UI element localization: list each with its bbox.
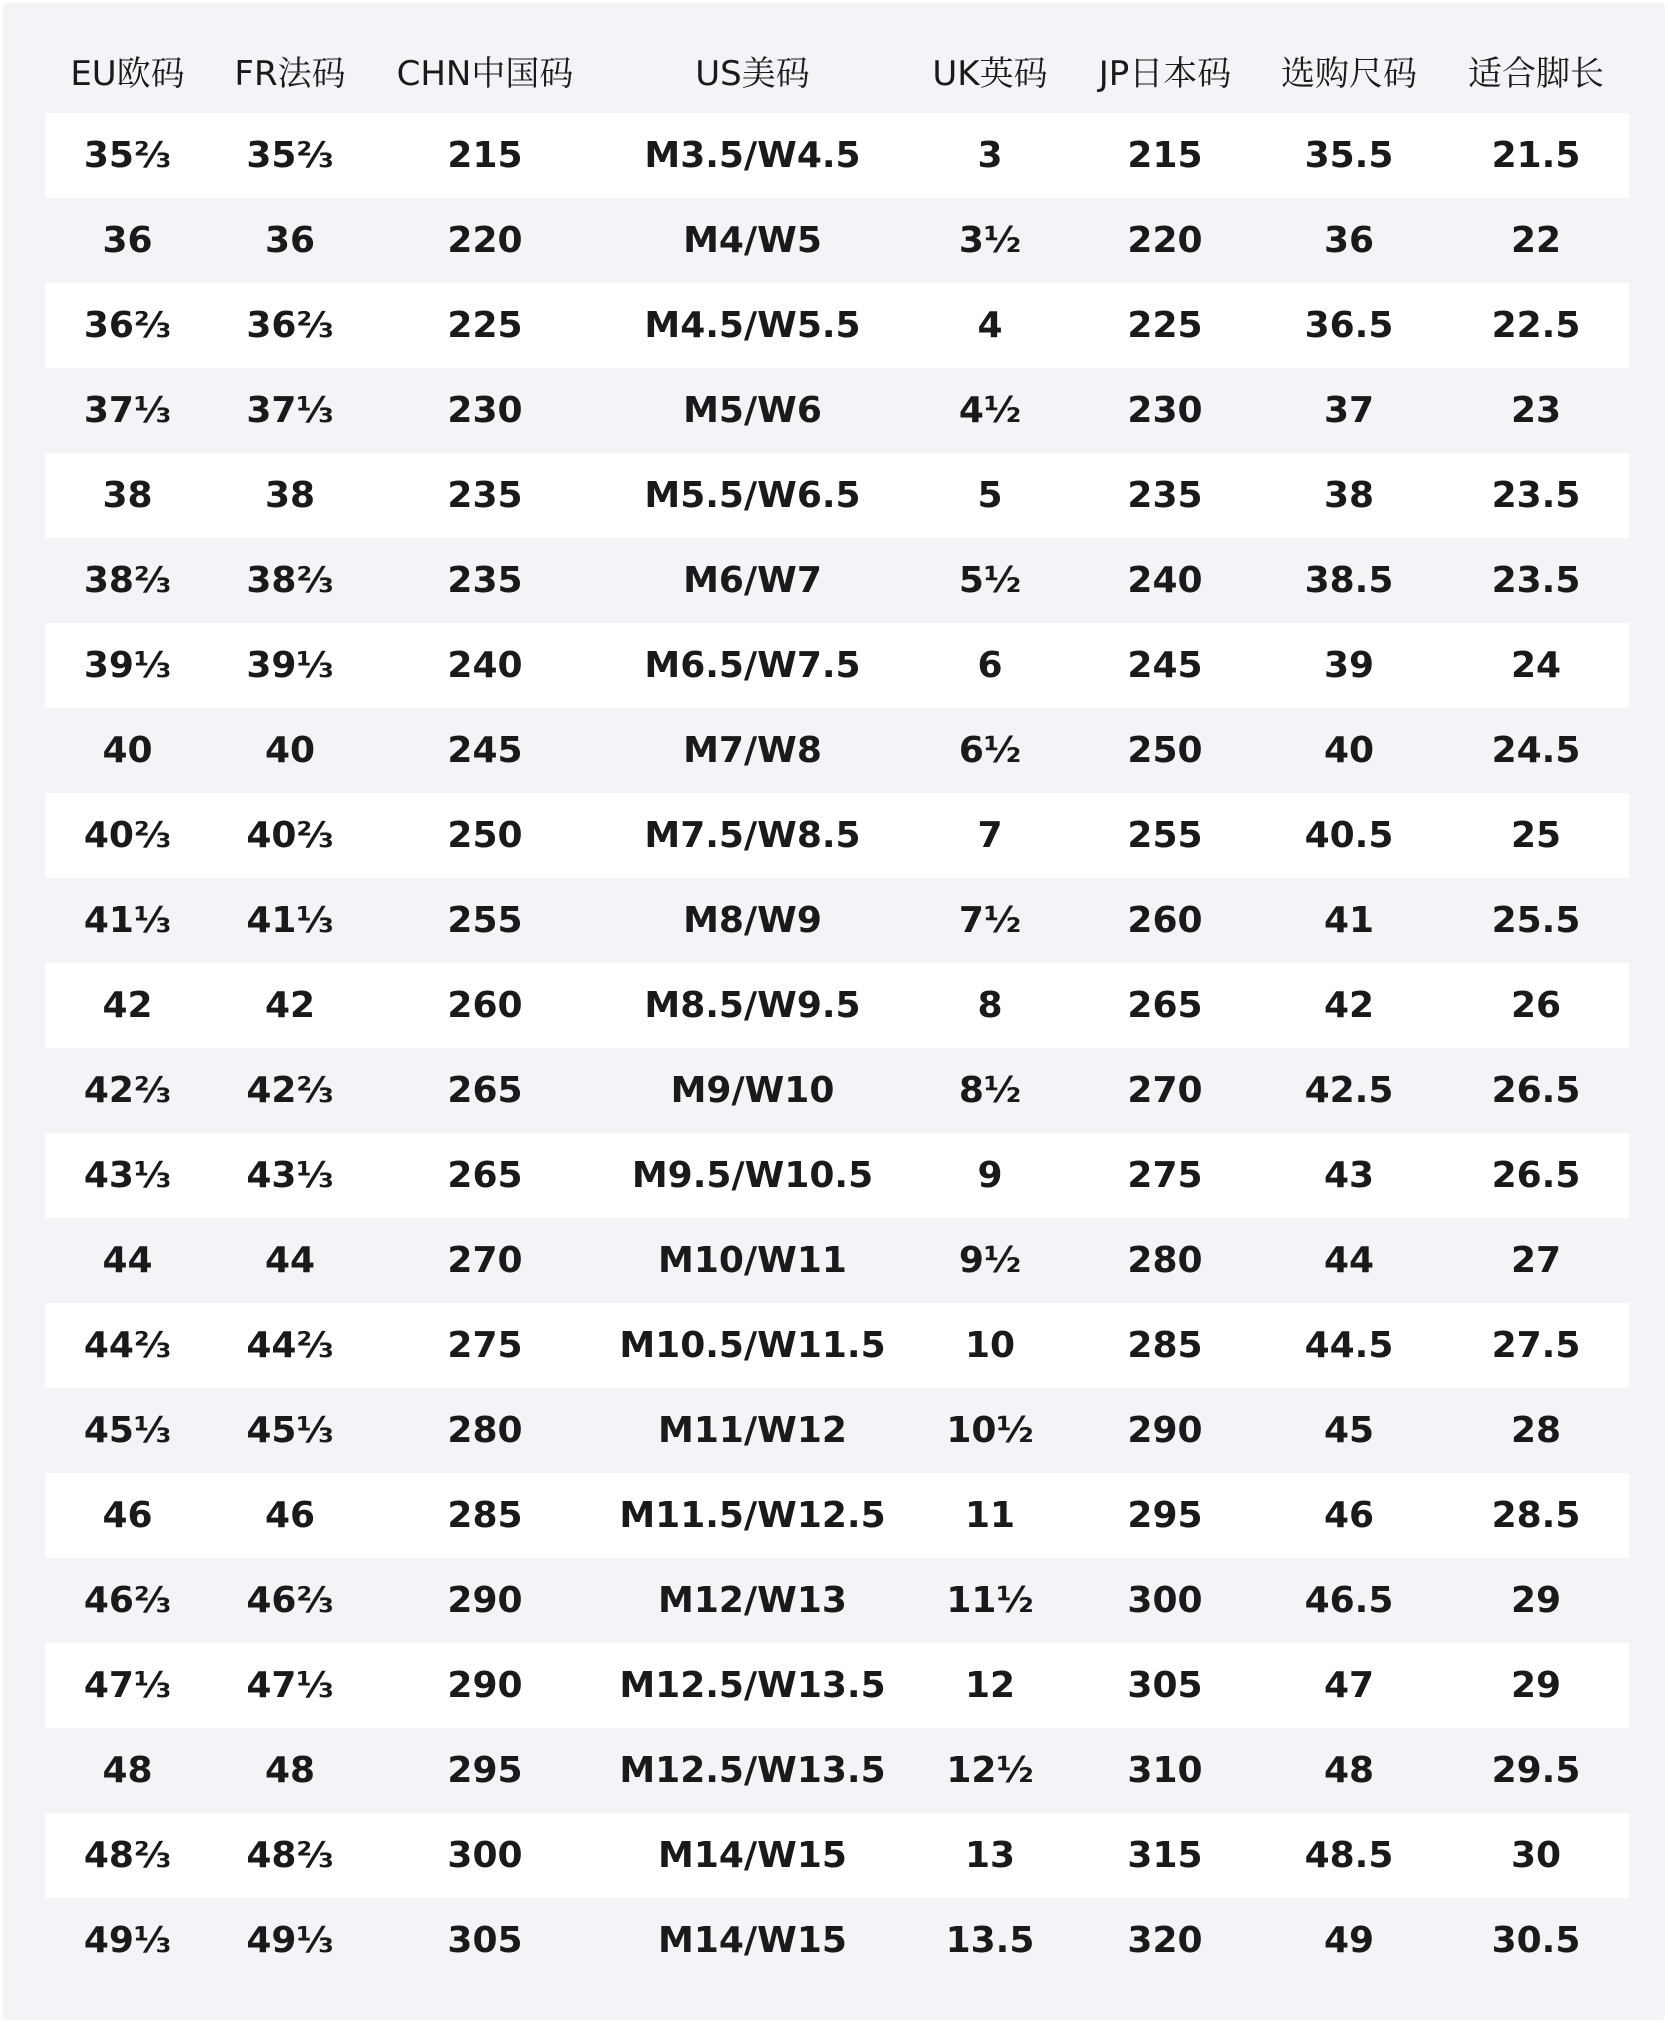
- fr-size-cell: 36⅔: [246, 305, 334, 346]
- size-chart-panel: [3, 3, 1665, 2020]
- uk-size-cell: 3½: [958, 220, 1022, 261]
- eu-size-cell: 43⅓: [83, 1155, 172, 1196]
- purchase-size-cell: 46: [1323, 1495, 1375, 1536]
- fr-size-cell: 45⅓: [246, 1410, 334, 1451]
- foot-length-cell: 25.5: [1491, 900, 1581, 941]
- eu-size-cell: 40⅔: [83, 815, 172, 856]
- header-jp-size: JP日本码: [1098, 54, 1232, 94]
- table-row: [45, 198, 1629, 283]
- foot-length-cell: 28: [1510, 1410, 1562, 1451]
- jp-size-cell: 230: [1127, 390, 1203, 431]
- us-size-cell: M7/W8: [683, 730, 822, 771]
- header-eu-size: EU欧码: [70, 54, 185, 94]
- fr-size-cell: 38: [264, 475, 316, 516]
- foot-length-cell: 27: [1510, 1240, 1562, 1281]
- purchase-size-cell: 38: [1323, 475, 1375, 516]
- eu-size-cell: 48: [102, 1750, 153, 1791]
- jp-size-cell: 240: [1127, 560, 1203, 601]
- table-row: [45, 963, 1629, 1048]
- fr-size-cell: 36: [264, 220, 316, 261]
- jp-size-cell: 285: [1127, 1325, 1203, 1366]
- eu-size-cell: 38⅔: [83, 560, 172, 601]
- chn-size-cell: 260: [447, 985, 523, 1026]
- purchase-size-cell: 41: [1323, 900, 1375, 941]
- fr-size-cell: 46: [264, 1495, 316, 1536]
- foot-length-cell: 28.5: [1491, 1495, 1581, 1536]
- us-size-cell: M7.5/W8.5: [644, 815, 861, 856]
- chn-size-cell: 295: [447, 1750, 523, 1791]
- purchase-size-cell: 44: [1323, 1240, 1375, 1281]
- eu-size-cell: 49⅓: [83, 1920, 172, 1961]
- header-purchase-size: 选购尺码: [1281, 54, 1417, 94]
- us-size-cell: M14/W15: [658, 1835, 847, 1876]
- uk-size-cell: 8½: [958, 1070, 1022, 1111]
- chn-size-cell: 220: [447, 220, 523, 261]
- table-row: [45, 708, 1629, 793]
- uk-size-cell: 12½: [946, 1750, 1034, 1791]
- chn-size-cell: 300: [447, 1835, 523, 1876]
- us-size-cell: M6/W7: [683, 560, 822, 601]
- fr-size-cell: 48⅔: [246, 1835, 334, 1876]
- table-row: [45, 453, 1629, 538]
- uk-size-cell: 4: [977, 305, 1003, 346]
- purchase-size-cell: 36: [1323, 220, 1375, 261]
- eu-size-cell: 44⅔: [83, 1325, 172, 1366]
- chn-size-cell: 290: [447, 1580, 523, 1621]
- jp-size-cell: 225: [1127, 305, 1203, 346]
- jp-size-cell: 265: [1127, 985, 1203, 1026]
- chn-size-cell: 275: [447, 1325, 523, 1366]
- chn-size-cell: 255: [447, 900, 523, 941]
- table-row: [45, 1643, 1629, 1728]
- purchase-size-cell: 46.5: [1304, 1580, 1394, 1621]
- size-chart-table: [45, 28, 1629, 1983]
- uk-size-cell: 3: [977, 135, 1003, 176]
- eu-size-cell: 41⅓: [83, 900, 172, 941]
- table-row: [45, 1898, 1629, 1983]
- foot-length-cell: 29.5: [1491, 1750, 1581, 1791]
- jp-size-cell: 320: [1127, 1920, 1203, 1961]
- eu-size-cell: 44: [102, 1240, 153, 1281]
- purchase-size-cell: 47: [1323, 1665, 1375, 1706]
- fr-size-cell: 48: [264, 1750, 316, 1791]
- chn-size-cell: 215: [447, 135, 523, 176]
- chn-size-cell: 225: [447, 305, 523, 346]
- table-row: [45, 1558, 1629, 1643]
- table-row: [45, 623, 1629, 708]
- jp-size-cell: 260: [1127, 900, 1203, 941]
- table-row: [45, 1048, 1629, 1133]
- eu-size-cell: 42: [102, 985, 153, 1026]
- foot-length-cell: 24: [1510, 645, 1562, 686]
- us-size-cell: M10/W11: [658, 1240, 847, 1281]
- uk-size-cell: 6½: [958, 730, 1022, 771]
- fr-size-cell: 43⅓: [246, 1155, 334, 1196]
- eu-size-cell: 46⅔: [83, 1580, 172, 1621]
- table-row: [45, 1388, 1629, 1473]
- purchase-size-cell: 40.5: [1304, 815, 1394, 856]
- foot-length-cell: 26.5: [1491, 1070, 1581, 1111]
- eu-size-cell: 46: [102, 1495, 153, 1536]
- table-row: [45, 1303, 1629, 1388]
- table-row: [45, 1473, 1629, 1558]
- uk-size-cell: 11½: [946, 1580, 1034, 1621]
- chn-size-cell: 305: [447, 1920, 523, 1961]
- table-row: [45, 793, 1629, 878]
- fr-size-cell: 38⅔: [246, 560, 334, 601]
- purchase-size-cell: 48: [1323, 1750, 1375, 1791]
- table-body: [45, 113, 1629, 1983]
- foot-length-cell: 22: [1510, 220, 1562, 261]
- chn-size-cell: 250: [447, 815, 523, 856]
- table-row: [45, 538, 1629, 623]
- fr-size-cell: 39⅓: [246, 645, 334, 686]
- foot-length-cell: 26.5: [1491, 1155, 1581, 1196]
- chn-size-cell: 245: [447, 730, 523, 771]
- chn-size-cell: 285: [447, 1495, 523, 1536]
- purchase-size-cell: 48.5: [1304, 1835, 1394, 1876]
- jp-size-cell: 300: [1127, 1580, 1203, 1621]
- chn-size-cell: 270: [447, 1240, 523, 1281]
- eu-size-cell: 39⅓: [83, 645, 172, 686]
- uk-size-cell: 13: [964, 1835, 1016, 1876]
- header-foot-length: 适合脚长: [1468, 54, 1604, 94]
- uk-size-cell: 5½: [958, 560, 1022, 601]
- us-size-cell: M3.5/W4.5: [644, 135, 861, 176]
- uk-size-cell: 5: [977, 475, 1003, 516]
- chn-size-cell: 235: [447, 475, 523, 516]
- eu-size-cell: 40: [102, 730, 153, 771]
- us-size-cell: M9.5/W10.5: [631, 1155, 874, 1196]
- chn-size-cell: 235: [447, 560, 523, 601]
- table-row: [45, 1813, 1629, 1898]
- table-row: [45, 1218, 1629, 1303]
- foot-length-cell: 30.5: [1491, 1920, 1581, 1961]
- us-size-cell: M5.5/W6.5: [644, 475, 861, 516]
- chn-size-cell: 280: [447, 1410, 523, 1451]
- us-size-cell: M12/W13: [658, 1580, 847, 1621]
- purchase-size-cell: 36.5: [1304, 305, 1394, 346]
- header-chn-size: CHN中国码: [396, 54, 574, 94]
- jp-size-cell: 280: [1127, 1240, 1203, 1281]
- us-size-cell: M12.5/W13.5: [619, 1750, 886, 1791]
- purchase-size-cell: 44.5: [1304, 1325, 1394, 1366]
- uk-size-cell: 9: [977, 1155, 1003, 1196]
- table-header-row: [45, 28, 1629, 113]
- fr-size-cell: 44⅔: [246, 1325, 334, 1366]
- foot-length-cell: 25: [1510, 815, 1562, 856]
- fr-size-cell: 40: [264, 730, 316, 771]
- jp-size-cell: 310: [1127, 1750, 1203, 1791]
- purchase-size-cell: 37: [1323, 390, 1375, 431]
- foot-length-cell: 21.5: [1491, 135, 1581, 176]
- jp-size-cell: 235: [1127, 475, 1203, 516]
- header-fr-size: FR法码: [234, 54, 346, 94]
- jp-size-cell: 275: [1127, 1155, 1203, 1196]
- foot-length-cell: 29: [1510, 1580, 1562, 1621]
- us-size-cell: M14/W15: [658, 1920, 847, 1961]
- header-uk-size: UK英码: [932, 54, 1048, 94]
- us-size-cell: M11/W12: [658, 1410, 847, 1451]
- us-size-cell: M4.5/W5.5: [644, 305, 861, 346]
- foot-length-cell: 23.5: [1491, 475, 1581, 516]
- foot-length-cell: 22.5: [1491, 305, 1581, 346]
- uk-size-cell: 7½: [958, 900, 1022, 941]
- table-row: [45, 368, 1629, 453]
- purchase-size-cell: 45: [1323, 1410, 1375, 1451]
- purchase-size-cell: 42: [1323, 985, 1375, 1026]
- us-size-cell: M10.5/W11.5: [619, 1325, 886, 1366]
- fr-size-cell: 44: [264, 1240, 316, 1281]
- chn-size-cell: 240: [447, 645, 523, 686]
- purchase-size-cell: 43: [1323, 1155, 1375, 1196]
- fr-size-cell: 41⅓: [246, 900, 334, 941]
- eu-size-cell: 47⅓: [83, 1665, 172, 1706]
- us-size-cell: M8/W9: [683, 900, 822, 941]
- jp-size-cell: 220: [1127, 220, 1203, 261]
- jp-size-cell: 305: [1127, 1665, 1203, 1706]
- jp-size-cell: 250: [1127, 730, 1203, 771]
- foot-length-cell: 26: [1510, 985, 1562, 1026]
- table-row: [45, 113, 1629, 198]
- uk-size-cell: 10½: [946, 1410, 1034, 1451]
- table-row: [45, 878, 1629, 963]
- uk-size-cell: 6: [977, 645, 1003, 686]
- foot-length-cell: 30: [1510, 1835, 1562, 1876]
- us-size-cell: M8.5/W9.5: [644, 985, 861, 1026]
- fr-size-cell: 46⅔: [246, 1580, 334, 1621]
- chn-size-cell: 265: [447, 1155, 523, 1196]
- fr-size-cell: 49⅓: [246, 1920, 334, 1961]
- foot-length-cell: 23: [1510, 390, 1562, 431]
- fr-size-cell: 35⅔: [246, 135, 334, 176]
- us-size-cell: M4/W5: [683, 220, 822, 261]
- uk-size-cell: 4½: [958, 390, 1022, 431]
- chn-size-cell: 265: [447, 1070, 523, 1111]
- eu-size-cell: 38: [102, 475, 153, 516]
- foot-length-cell: 24.5: [1491, 730, 1581, 771]
- jp-size-cell: 255: [1127, 815, 1203, 856]
- jp-size-cell: 215: [1127, 135, 1203, 176]
- fr-size-cell: 42⅔: [246, 1070, 334, 1111]
- purchase-size-cell: 39: [1323, 645, 1375, 686]
- eu-size-cell: 35⅔: [83, 135, 172, 176]
- fr-size-cell: 42: [264, 985, 316, 1026]
- fr-size-cell: 47⅓: [246, 1665, 334, 1706]
- eu-size-cell: 42⅔: [83, 1070, 172, 1111]
- eu-size-cell: 36: [102, 220, 153, 261]
- jp-size-cell: 295: [1127, 1495, 1203, 1536]
- foot-length-cell: 27.5: [1491, 1325, 1581, 1366]
- jp-size-cell: 245: [1127, 645, 1203, 686]
- eu-size-cell: 37⅓: [83, 390, 172, 431]
- purchase-size-cell: 42.5: [1304, 1070, 1394, 1111]
- us-size-cell: M9/W10: [670, 1070, 835, 1111]
- chn-size-cell: 230: [447, 390, 523, 431]
- fr-size-cell: 37⅓: [246, 390, 334, 431]
- foot-length-cell: 29: [1510, 1665, 1562, 1706]
- jp-size-cell: 315: [1127, 1835, 1203, 1876]
- uk-size-cell: 7: [977, 815, 1003, 856]
- eu-size-cell: 36⅔: [83, 305, 172, 346]
- uk-size-cell: 11: [964, 1495, 1016, 1536]
- header-us-size: US美码: [695, 54, 810, 94]
- purchase-size-cell: 49: [1323, 1920, 1375, 1961]
- eu-size-cell: 45⅓: [83, 1410, 172, 1451]
- uk-size-cell: 10: [964, 1325, 1016, 1366]
- fr-size-cell: 40⅔: [246, 815, 334, 856]
- purchase-size-cell: 40: [1323, 730, 1375, 771]
- jp-size-cell: 290: [1127, 1410, 1203, 1451]
- purchase-size-cell: 35.5: [1304, 135, 1394, 176]
- us-size-cell: M5/W6: [683, 390, 822, 431]
- table-row: [45, 1133, 1629, 1218]
- uk-size-cell: 13.5: [945, 1920, 1035, 1961]
- uk-size-cell: 8: [977, 985, 1003, 1026]
- eu-size-cell: 48⅔: [83, 1835, 172, 1876]
- uk-size-cell: 9½: [958, 1240, 1022, 1281]
- foot-length-cell: 23.5: [1491, 560, 1581, 601]
- us-size-cell: M11.5/W12.5: [619, 1495, 886, 1536]
- purchase-size-cell: 38.5: [1304, 560, 1394, 601]
- table-row: [45, 1728, 1629, 1813]
- chn-size-cell: 290: [447, 1665, 523, 1706]
- jp-size-cell: 270: [1127, 1070, 1203, 1111]
- us-size-cell: M6.5/W7.5: [644, 645, 861, 686]
- us-size-cell: M12.5/W13.5: [619, 1665, 886, 1706]
- table-row: [45, 283, 1629, 368]
- uk-size-cell: 12: [964, 1665, 1016, 1706]
